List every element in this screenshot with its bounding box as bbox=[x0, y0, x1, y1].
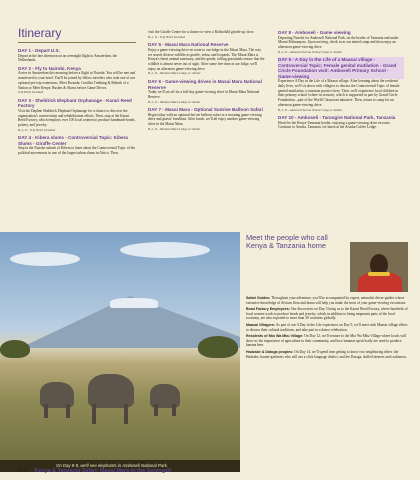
meet-paragraph bbox=[246, 307, 408, 321]
meet-paragraph-lead: Safari Guides: bbox=[246, 296, 271, 300]
day-heading: DAY 10 - Amboseli - Tarangire National Park, Tanzania bbox=[278, 115, 396, 121]
itinerary-day bbox=[18, 135, 136, 155]
itinerary-day bbox=[278, 30, 404, 54]
elephant-leg bbox=[172, 404, 176, 416]
meals-lodging: B, L, D - Ilkeliani Mara Lodge or similar bbox=[148, 126, 201, 131]
day-description: Visit the Daphne Sheldrick Elephant Orphanage for a chance to discover the organization's conservation and rehabilitation efforts. Then, stop at the Karari Reed Factory, which employs over 100 local women to produce handmade beads, pottery, and jewelry. bbox=[18, 108, 136, 128]
meet-paragraph bbox=[246, 350, 408, 359]
elephant-leg bbox=[66, 404, 70, 418]
meals-lodging: B, L, D - Ilkeliani Mara Lodge or similar bbox=[148, 71, 201, 76]
meet-people-text bbox=[246, 296, 408, 361]
day-description: Today we'll set off for a full-day game-viewing drive in Masai Mara National Reserve. bbox=[148, 90, 260, 99]
day-description: Step in the Nairobi suburb of Kibera to learn about the Controversial Topic of the political movements in one of the largest urban slums in Africa. Then, bbox=[18, 146, 136, 156]
itinerary-column-1 bbox=[18, 48, 136, 159]
day-description: Depart in the late afternoon on an overnight flight to Amsterdam, the Netherlands. bbox=[18, 53, 117, 63]
meet-paragraph-text: On Day 14, we'll spend time getting to know two neighboring tribes: the Hadzabe, hunter-gatherers who still use a click language dialect, and the Datoga, skilled farmers and craftsmen. bbox=[246, 349, 407, 359]
meet-paragraph bbox=[246, 334, 408, 348]
day-description: Arrive in Amsterdam this morning before a flight to Nairobi. You will be met and transferred to your hotel. You'll be joined by fellow travelers who took one of our optional pre-trip extensions, Meet Rwanda: Gorillas Trekking & Rebirth of a Nation or Meet Kenya: Bushes & Slums before Game Drives. bbox=[18, 71, 136, 90]
itinerary-day bbox=[278, 57, 404, 112]
elephant-photo bbox=[0, 232, 240, 472]
tree-shape bbox=[0, 340, 30, 358]
day-description: Enjoy a game-viewing drive en route to our lodge in the Masai Mara. The way we search diverse wildlife as giraffe, zebra, and leopards. The Masai Mara is Kenya's finest animal sanctuary, and the gentle, rolling grasslands ensure that the wildlife is almost never out of sight. After some free time at our lodge, we'll enjoy an afternoon game-viewing drive. bbox=[148, 47, 265, 71]
tree-shape bbox=[198, 336, 238, 358]
beads-shape bbox=[368, 272, 390, 276]
page-title: Itinerary bbox=[18, 26, 62, 40]
day-heading: DAY 6 - Game-viewing drives in Masai Mara National Reserve bbox=[148, 79, 262, 90]
meals-lodging: B, L, D - Amboseli Serena Tented Camp or similar bbox=[278, 107, 343, 112]
cloud-shape bbox=[120, 242, 210, 258]
snow-cap-shape bbox=[110, 298, 158, 308]
day-heading: DAY 8 - Amboseli - Game viewing bbox=[278, 30, 351, 35]
day-heading: DAY 4 - Kibera slums - Controversial Topic: Kibera Slums - Giraffe Center bbox=[18, 135, 128, 146]
elephant-shape bbox=[88, 374, 134, 408]
photo-caption: On Day 8-9, we'll see elephants in Amboseli National Park. bbox=[0, 460, 240, 472]
day-description: visit the Giraffe Center for a chance to view a Rothschild giraffe up close. bbox=[148, 30, 255, 34]
meals-lodging: B, L, D - Trip Hotel Included bbox=[18, 127, 56, 132]
day-description: Head for the Kenya-Tanzania border, enjoying a game-viewing drive en route. Continue to Arusha, Tanzania, for lunch at the Arusha Coffee Lodge. bbox=[278, 120, 391, 130]
day-description: Experience A Day in the Life of a Maasai village. After learning about the residents' daily lives, we'll sit down with villagers to discuss the Controversial Topic of female genital mutilation, a common practice here. Then, we'll experience local children in their primary school (where in session), which is supported in part by Grand Circle Foundation—part of the World Classroom initiative. Then, return to camp for an afternoon game-viewing drive. bbox=[278, 79, 400, 107]
itinerary-day bbox=[148, 79, 266, 104]
day-heading: DAY 9 - A Day in the Life of a Maasai village - Controversial Topic: Female genital mutilation - Grand Circle Foundation visit: Amboseli Primary School - Game-viewing bbox=[278, 57, 404, 79]
maasai-portrait-photo bbox=[350, 242, 408, 292]
meet-paragraph bbox=[246, 296, 408, 305]
itinerary-day bbox=[278, 115, 404, 130]
elephant-leg bbox=[92, 404, 96, 424]
itinerary-day bbox=[148, 42, 266, 76]
day-heading: DAY 7 - Masai Mara - Optional Sunrise Balloon Safari bbox=[148, 107, 263, 113]
meet-paragraph bbox=[246, 323, 408, 332]
itinerary-day bbox=[18, 66, 136, 95]
meals-lodging: B, L, D - Trip Hotel Included bbox=[148, 34, 186, 39]
day-description: Begin today with an optional hot-air balloon safari or a morning game-viewing drive and guests' breakfast. After lunch, we'll all enjoy another game-viewing drive in the Masai Mara. bbox=[148, 112, 262, 127]
meet-paragraph-text: Our discoveries on Day 3 bring us to the Karari Bead Factory, where hundreds of local women work to produce beads and jewelry, which in addition to being important parts of the local economy, are also exported to more than 30 countries globally. bbox=[246, 307, 408, 321]
meet-paragraph-lead: Hadzabe & Datoga peoples: bbox=[246, 349, 294, 354]
itinerary-day bbox=[148, 30, 266, 39]
meals-lodging: B, L, D - Ilkeliani Mara Lodge or similar bbox=[148, 99, 201, 104]
day-heading: DAY 2 - Fly to Nairobi, Kenya bbox=[18, 65, 81, 71]
meals-lodging: B, L, D - Amboseli Serena Tented Camp or similar bbox=[278, 49, 343, 54]
title-divider bbox=[18, 42, 136, 43]
itinerary-day bbox=[18, 48, 136, 63]
itinerary-day bbox=[18, 98, 136, 133]
meet-paragraph-text: On Day 12, we'll venture to the Mto Wa Mbu Village where locals will show us the importance of agriculture to their community, and how bananas specifically are used to produce banana beer. bbox=[246, 334, 407, 348]
day-description: Departing Nairobi for Amboseli National Park, on the border of Tanzania and under Mount Kilimanjaro. Upon arriving, check in at our tented camp and then enjoy an afternoon game-viewing drive. bbox=[278, 35, 399, 49]
meet-paragraph-lead: Residents of Mto Wa Mbu Village: bbox=[246, 334, 304, 339]
page-footer bbox=[18, 468, 171, 474]
meet-paragraph-lead: Bead Factory Employees: bbox=[246, 307, 290, 312]
footer-title: Kenya & Tanzania Safari: Masai Mara to the Serengeti bbox=[34, 468, 172, 474]
day-heading: DAY 5 - Masai Mara National Reserve bbox=[148, 42, 229, 48]
elephant-leg bbox=[44, 404, 48, 418]
day-heading: DAY 3 - Sheldrick Elephant Orphanage - Karari Reed Factory bbox=[18, 97, 132, 109]
meet-paragraph-text: Throughout your adventure, you'll be accompanied by expert, naturalist driver-guides whose extensive knowledge of African flora and fauna will help you make the most of your game-viewing excursions. bbox=[246, 296, 407, 305]
elephant-leg bbox=[154, 404, 158, 416]
meet-paragraph-lead: Maasai Villagers: bbox=[246, 322, 276, 327]
itinerary-column-2 bbox=[148, 30, 266, 135]
elephant-leg bbox=[124, 404, 128, 424]
meals-lodging: Trip Hotel Included bbox=[18, 90, 44, 95]
itinerary-column-3 bbox=[278, 30, 404, 133]
day-heading: DAY 1 - Depart U.S. bbox=[18, 48, 60, 53]
page-number: 314 bbox=[18, 468, 27, 474]
cloud-shape bbox=[10, 252, 80, 266]
meet-title: Meet the people who call Kenya & Tanzania home bbox=[246, 233, 328, 251]
itinerary-day bbox=[148, 107, 266, 131]
meet-paragraph-text: As part of our A Day in the Life experience on Day 9, we'll meet with Maasai village elders to discuss their cultural traditions, and take part in a dance celebration. bbox=[246, 322, 408, 332]
